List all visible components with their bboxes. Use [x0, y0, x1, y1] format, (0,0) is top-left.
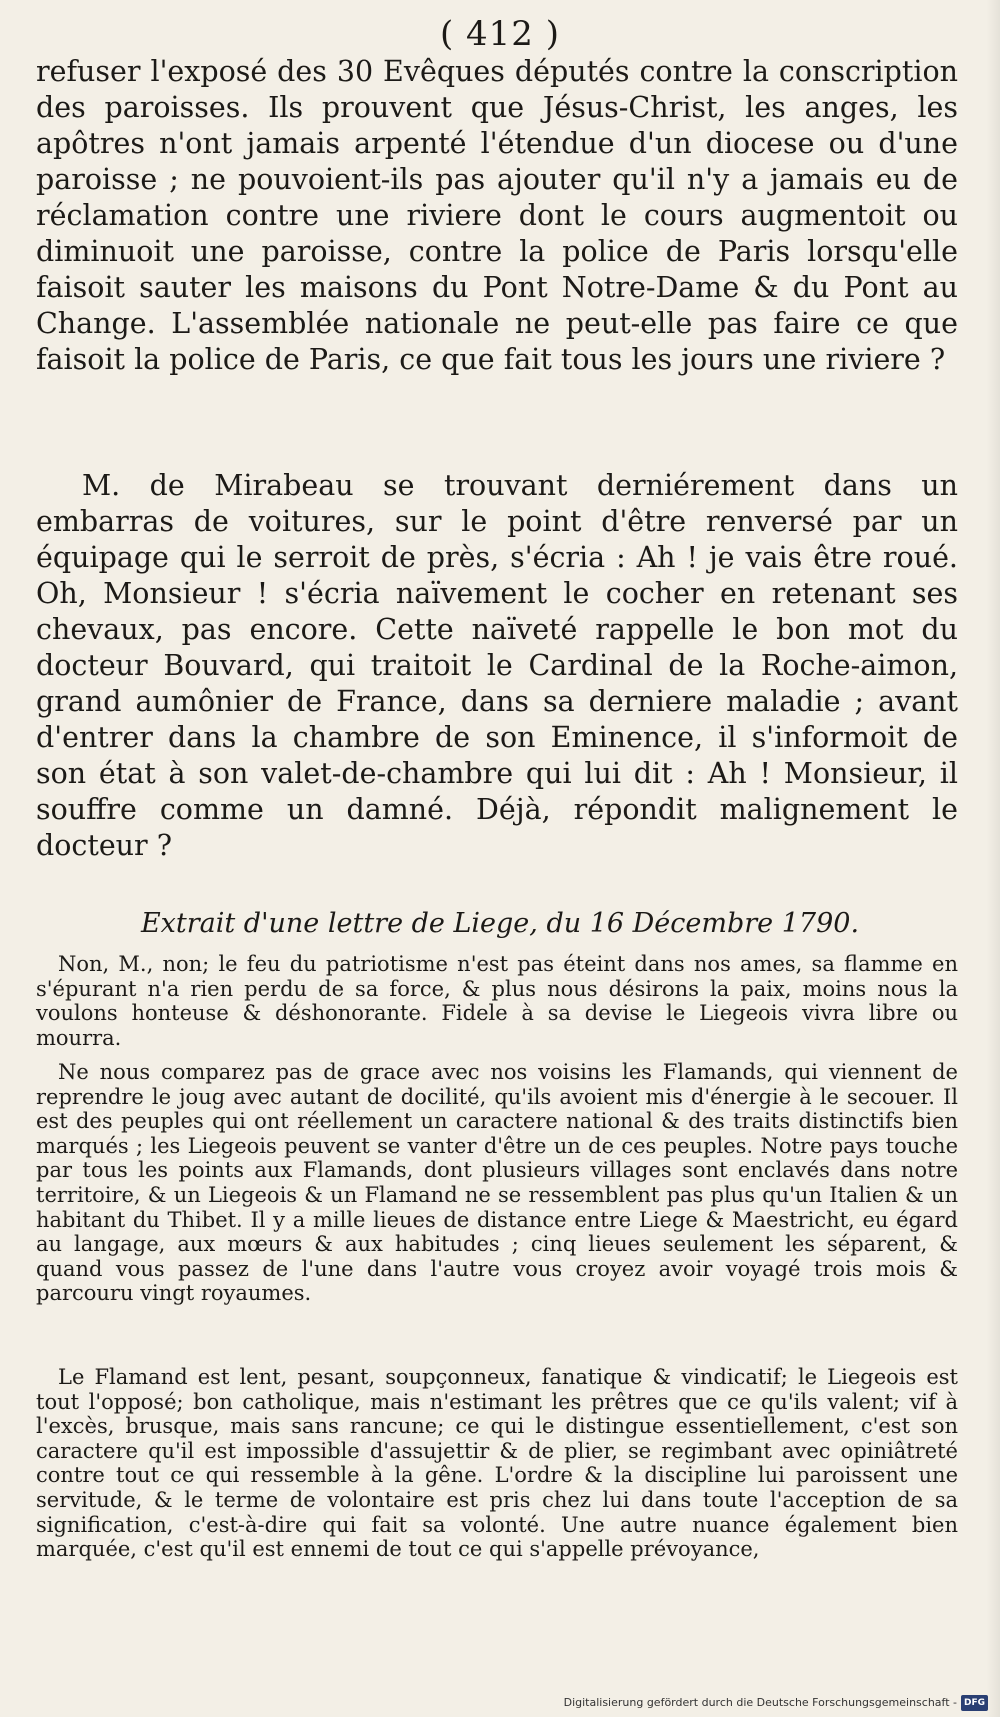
- digitization-footer: [564, 1695, 988, 1711]
- letter-heading: Extrait d'une lettre de Liege, du 16 Décembre 1790.: [140, 908, 860, 939]
- paragraph-liegeois-character: [36, 1365, 958, 1562]
- paragraph-text: refuser l'exposé des 30 Evêques députés contre la conscription des paroisses. Ils prouvent que Jésus-Christ, les anges, les apôtres n'ont jamais arpenté l'étendue d'un diocese ou d'une paroisse ; ne pouvoient-ils pas ajouter qu'il n'y a jamais eu de réclamation contre une riviere dont le cours augmentoit ou diminuoit une paroisse, contre la police de Paris lorsqu'elle faisoit sauter les maisons du Pont Notre-Dame & du Pont au Change. L'assemblée nationale ne peut-elle pas faire ce que faisoit la police de Paris, ce que fait tous les jours une riviere ?: [36, 55, 958, 376]
- page-number: ( 412 ): [439, 14, 561, 54]
- paragraph-text: M. de Mirabeau se trouvant derniérement dans un embarras de voitures, sur le point d'être renversé par un équipage qui le serroit de près, s'écria : Ah ! je vais être roué. Oh, Monsieur ! s'écria naïvement le cocher en retenant ses chevaux, pas encore. Cette naïveté rappelle le bon mot du docteur Bouvard, qui traitoit le Cardinal de la Roche-aimon, grand aumônier de France, dans sa derniere maladie ; avant d'entrer dans la chambre de son Eminence, il s'informoit de son état à son valet-de-chambre qui lui dit : Ah ! Monsieur, il souffre comme un damné. Déjà, répondit malignement le docteur ?: [36, 469, 958, 862]
- paragraph-mirabeau-anecdote: [36, 468, 958, 864]
- paragraph-patriotism: [36, 952, 958, 1050]
- footer-credit: Digitalisierung gefördert durch die Deutsche Forschungsgemeinschaft -: [563, 1696, 957, 1709]
- page-edge-shadow: [986, 0, 1000, 1717]
- dfg-logo-icon: DFG: [961, 1695, 988, 1711]
- paragraph-text: Ne nous comparez pas de grace avec nos voisins les Flamands, qui viennent de reprendre le joug avec autant de docilité, qu'ils avoient mis d'énergie à le secouer. Il est des peuples qui ont réellement un caractere national & des traits distinctifs bien marqués ; les Liegeois peuvent se vanter d'être un de ces peuples. Notre pays touche par tous les points aux Flamands, dont plusieurs villages sont enclavés dans notre territoire, & un Liegeois & un Flamand ne se ressemblent pas plus qu'un Italien & un habitant du Thibet. Il y a mille lieues de distance entre Liege & Maestricht, eu égard au langage, aux mœurs & aux habitudes ; cinq lieues seulement les séparent, & quand vous passez de l'une dans l'autre vous croyez avoir voyagé trois mois & parcouru vingt royaumes.: [36, 1060, 958, 1306]
- paragraph-text: Le Flamand est lent, pesant, soupçonneux, fanatique & vindicatif; le Liegeois est tout l'opposé; bon catholique, mais n'estimant les prêtres que ce qu'ils valent; vif à l'excès, brusque, mais sans rancune; ce qui le distingue essentiellement, c'est son caractere qu'il est impossible d'assujettir & de plier, se regimbant avec opiniâtreté contre tout ce qui ressemble à la gêne. L'ordre & la discipline lui paroissent une servitude, & le terme de volontaire est pris chez lui dans toute l'acception de sa signification, c'est-à-dire qui fait sa volonté. Une autre nuance également bien marquée, c'est qu'il est ennemi de tout ce qui s'appelle prévoyance,: [36, 1365, 958, 1562]
- paragraph-flamands: [36, 1060, 958, 1306]
- paragraph-text: Non, M., non; le feu du patriotisme n'est pas éteint dans nos ames, sa flamme en s'épurant n'a rien perdu de sa force, & plus nous désirons la paix, moins nous la voulons honteuse & déshonorante. Fidele à sa devise le Liegeois vivra libre ou mourra.: [36, 952, 958, 1050]
- paragraph-conscription: [36, 54, 958, 378]
